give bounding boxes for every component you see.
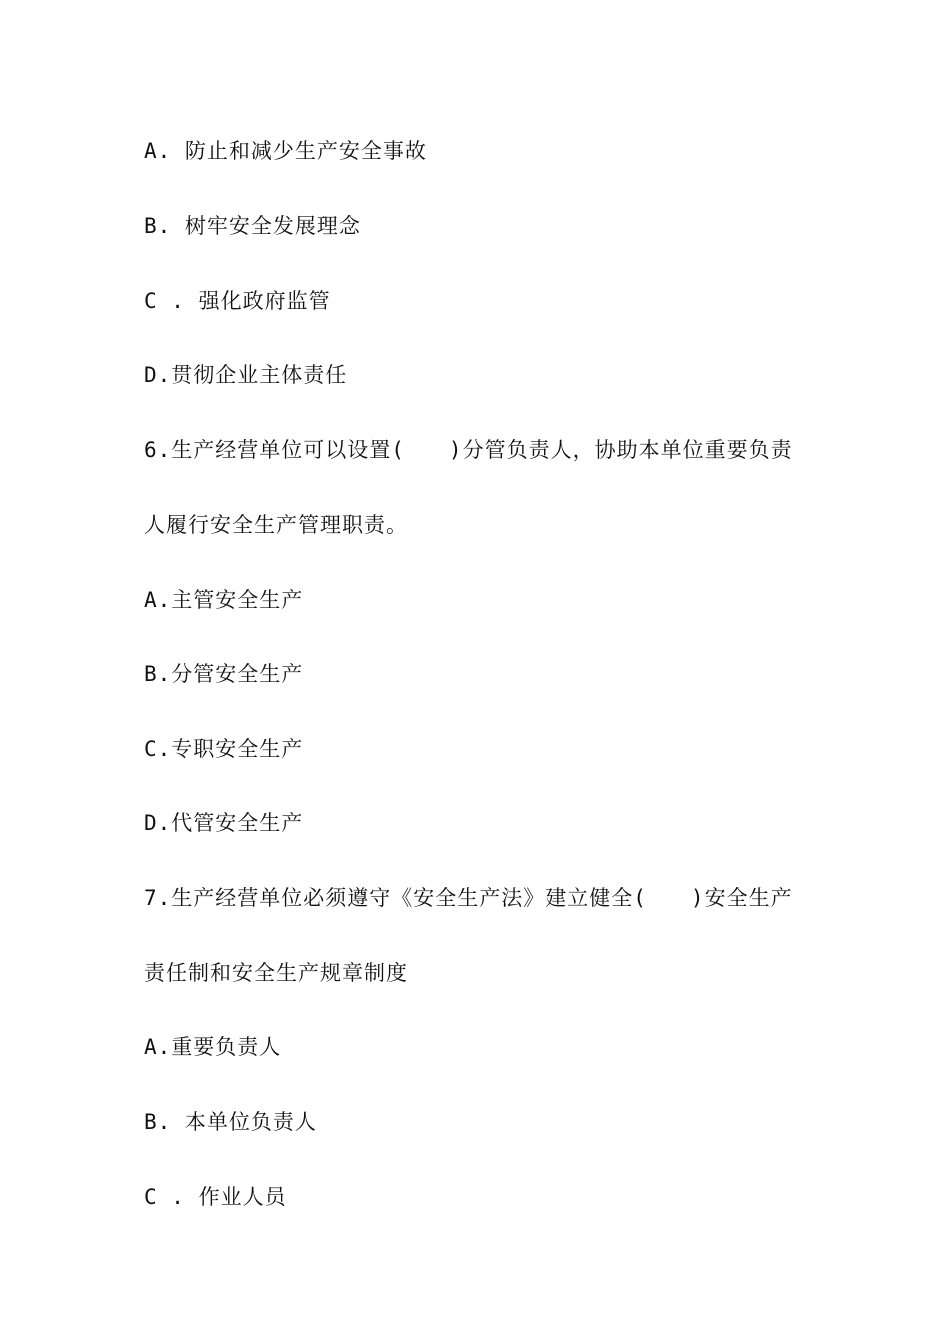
option-6c: C.专职安全生产	[144, 737, 304, 761]
option-7b: B. 本单位负责人	[144, 1110, 317, 1134]
option-7c: C . 作业人员	[144, 1185, 287, 1209]
option-6d: D.代管安全生产	[144, 811, 304, 835]
question-7-line-1: 7.生产经营单位必须遵守《安全生产法》建立健全( )安全生产	[144, 886, 793, 910]
option-6b: B.分管安全生产	[144, 662, 304, 686]
question-6-line-2: 人履行安全生产管理职责。	[144, 513, 408, 537]
option-5a: A. 防止和减少生产安全事故	[144, 139, 427, 163]
option-5d: D.贯彻企业主体责任	[144, 363, 348, 387]
option-5c: C . 强化政府监管	[144, 289, 331, 313]
question-7-line-2: 责任制和安全生产规章制度	[144, 961, 408, 985]
option-6a: A.主管安全生产	[144, 588, 304, 612]
option-7a: A.重要负责人	[144, 1035, 282, 1059]
option-5b: B. 树牢安全发展理念	[144, 214, 361, 238]
question-6-line-1: 6.生产经营单位可以设置( )分管负责人，协助本单位重要负责	[144, 438, 793, 462]
